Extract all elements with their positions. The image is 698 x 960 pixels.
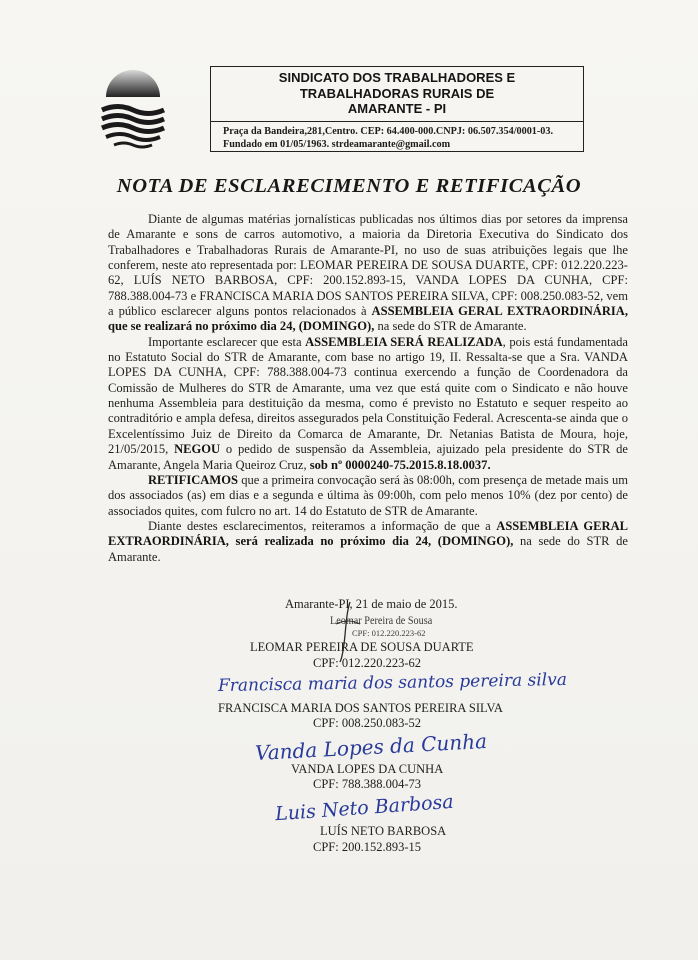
p2-text-3: o pedido de suspensão da Assembleia, ajuizado pela presidente do STR de Amarante, Angela Maria Queiroz Cruz,: [108, 442, 628, 472]
p4-text: Diante destes esclarecimentos, reiteramos a informação de que a: [148, 518, 497, 533]
p1-bold: ASSEMBLEIA GERAL EXTRAORDINÁRIA, que se realizará no próximo dia 24, (DOMINGO),: [108, 304, 628, 334]
signer-2-cpf: CPF: 008.250.083-52: [313, 716, 422, 730]
p2-text-2: , pois está fundamentada no Estatuto Social do STR de Amarante, com base no artigo 19, II. Ressalta-se que a Sra. VANDA LOPES DA CUNHA, CPF: 788.388.004-73 continua exercendo a função de Coordenadora da Comissão de Mulheres do STR de Amarante, uma vez que está quite com o Sindicato e não houve nenhuma Assembleia para destituição da mesma, como é previsto no Estatuto e sequer respeito ao contraditório e ampla defesa, direitos assegurados pela Constituição Federal. Acrescenta-se ainda que o Excelentíssimo Juiz de Direito da Comarca de Amarante, Dr. Netanias Batista de Moura, hoje, 21/05/2015,: [108, 334, 628, 457]
signature-luis: Luis Neto Barbosa: [274, 790, 455, 826]
signer-1-name: LEOMAR PEREIRA DE SOUSA DUARTE: [250, 640, 474, 654]
signer-1-cpf: CPF: 012.220.223-62: [313, 656, 422, 670]
place-date: Amarante-PI, 21 de maio de 2015.: [285, 597, 458, 611]
signer-2-name: FRANCISCA MARIA DOS SANTOS PEREIRA SILVA: [218, 701, 503, 715]
p2-text: Importante esclarecer que esta: [148, 334, 306, 349]
p2-negou: NEGOU: [174, 442, 221, 457]
p3-bold: RETIFICAMOS: [148, 472, 238, 487]
p1-text: Diante de algumas matérias jornalísticas publicadas nos últimos dias por setores da imprensa de Amarante e sons de carros automotivo, a maioria da Diretoria Executiva do Sindicato dos Trabalhadores e Trabalhadoras Rurais de Amarante-PI, no uso de suas atribuições legais que lhe conferem, neste ato representada por: LEOMAR PEREIRA DE SOUSA DUARTE, CPF: 012.220.223-62, LUÍS NETO BARBOSA, CPF: 200.152.893-15, VANDA LOPES DA CUNHA, CPF: 788.388.004-73 e FRANCISCA MARIA DOS SANTOS PEREIRA SILVA, CPF: 008.250.083-52, vem a público esclarecer alguns pontos relacionados à: [108, 212, 628, 319]
document-title: NOTA DE ESCLARECIMENTO E RETIFICAÇÃO: [116, 175, 582, 197]
p2-process-number: sob nº 0000240-75.2015.8.18.0037.: [309, 457, 491, 472]
p3-text: que a primeira convocação será às 08:00h, com presença de metade mais um dos associados (as) em dias e a segunda e última às 09:00h, com pelo menos 10% (dez por cento) de associados quites, com fulcro no art. 14 do Estatuto de STR de Amarante.: [108, 472, 628, 518]
signer-3-cpf: CPF: 788.388.004-73: [313, 777, 422, 791]
org-address: Praça da Bandeira,281,Centro. CEP: 64.400-000.CNPJ: 06.507.354/0001-03.: [223, 126, 554, 137]
signer-3-name: VANDA LOPES DA CUNHA: [291, 762, 444, 776]
p2-bold: ASSEMBLEIA SERÁ REALIZADA: [305, 334, 503, 349]
p1-end: na sede do STR de Amarante.: [374, 319, 527, 334]
signer-4-cpf: CPF: 200.152.893-15: [313, 840, 422, 854]
signer-4-name: LUÍS NETO BARBOSA: [320, 824, 447, 838]
stamp-name: Leomar Pereira de Sousa: [330, 613, 433, 627]
org-name-line-1: SINDICATO DOS TRABALHADORES E: [278, 70, 516, 85]
org-founded: Fundado em 01/05/1963. strdeamarante@gmail.com: [223, 138, 451, 150]
stamp-cpf: CPF: 012.220.223-62: [352, 628, 426, 638]
p4-end: na sede do STR de Amarante.: [108, 534, 628, 564]
p4-bold: ASSEMBLEIA GERAL EXTRAORDINÁRIA, será realizada no próximo dia 24, (DOMINGO),: [108, 518, 628, 549]
org-name-line-3: AMARANTE - PI: [347, 101, 447, 116]
org-name-line-2: TRABALHADORAS RURAIS DE: [299, 85, 495, 101]
signature-francisca: Francisca maria dos santos pereira silva: [217, 669, 568, 697]
signature-vanda: Vanda Lopes da Cunha: [254, 728, 488, 766]
